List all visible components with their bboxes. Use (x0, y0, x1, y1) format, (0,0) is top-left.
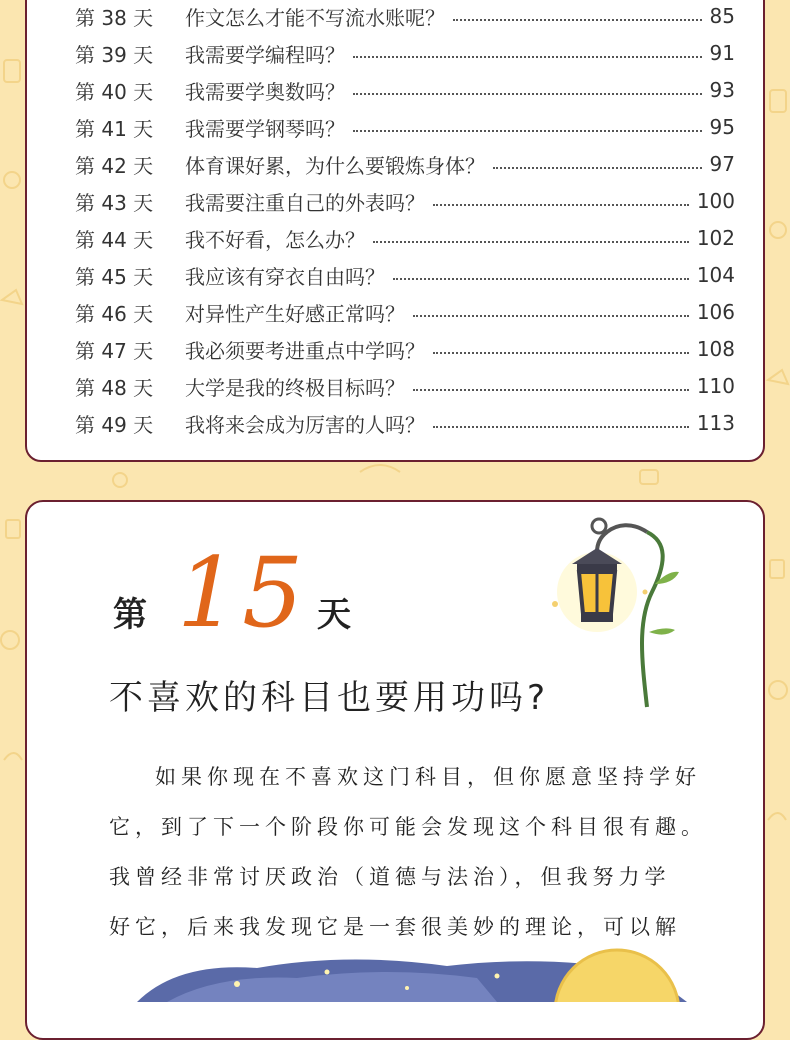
toc-leader-dots (413, 315, 689, 317)
body-paragraph-line: 它，到了下一个阶段你可能会发现这个科目很有趣。 (109, 815, 707, 839)
body-paragraph-line: 如果你现在不喜欢这门科目，但你愿意坚持学好 (155, 765, 701, 789)
toc-leader-dots (493, 167, 702, 169)
toc-leader-dots (353, 93, 702, 95)
toc-page-number: 110 (696, 374, 735, 398)
toc-entry[interactable] (75, 112, 735, 142)
toc-day: 第 38 天 (75, 5, 154, 30)
hanging-lantern-icon (537, 512, 687, 712)
toc-day: 第 47 天 (75, 338, 154, 363)
toc-entry[interactable] (75, 297, 735, 327)
toc-day: 第 46 天 (75, 301, 154, 326)
toc-entry[interactable] (75, 260, 735, 290)
toc-page-number: 97 (709, 152, 735, 176)
table-of-contents-card (25, 0, 765, 462)
toc-entry[interactable] (75, 149, 735, 179)
toc-leader-dots (393, 278, 689, 280)
chapter-number: 15 (177, 537, 308, 649)
toc-entry[interactable] (75, 334, 735, 364)
toc-entry[interactable] (75, 371, 735, 401)
toc-leader-dots (433, 352, 689, 354)
toc-day: 第 39 天 (75, 42, 154, 67)
toc-leader-dots (453, 19, 702, 21)
toc-page-number: 106 (696, 300, 735, 324)
toc-leader-dots (433, 204, 689, 206)
toc-title: 我需要学奥数吗？ (185, 79, 345, 104)
toc-title: 我将来会成为厉害的人吗？ (185, 412, 425, 437)
chapter-card (25, 500, 765, 1040)
toc-leader-dots (433, 426, 689, 428)
toc-entry[interactable] (75, 38, 735, 68)
toc-page-number: 113 (696, 411, 735, 435)
toc-day: 第 44 天 (75, 227, 154, 252)
toc-page-number: 91 (709, 41, 735, 65)
toc-entry[interactable] (75, 186, 735, 216)
toc-title: 作文怎么才能不写流水账呢？ (185, 5, 445, 30)
toc-title: 我不好看，怎么办？ (185, 227, 365, 252)
toc-day: 第 41 天 (75, 116, 154, 141)
toc-page-number: 95 (709, 115, 735, 139)
toc-page-number: 100 (696, 189, 735, 213)
toc-title: 我需要学钢琴吗？ (185, 116, 345, 141)
toc-entry[interactable] (75, 223, 735, 253)
toc-title: 我必须要考进重点中学吗？ (185, 338, 425, 363)
toc-page-number: 85 (709, 4, 735, 28)
toc-title: 体育课好累，为什么要锻炼身体？ (185, 153, 485, 178)
toc-page-number: 93 (709, 78, 735, 102)
toc-day: 第 49 天 (75, 412, 154, 437)
toc-leader-dots (353, 130, 702, 132)
night-sky-moon-icon (27, 942, 765, 1002)
toc-entry[interactable] (75, 408, 735, 438)
body-paragraph-line: 好它，后来我发现它是一套很美妙的理论，可以解 (109, 915, 681, 939)
toc-leader-dots (353, 56, 702, 58)
toc-page-number: 104 (696, 263, 735, 287)
toc-leader-dots (413, 389, 689, 391)
body-paragraph-line: 我曾经非常讨厌政治（道德与法治），但我努力学 (109, 865, 671, 889)
toc-entry[interactable] (75, 1, 735, 31)
toc-day: 第 42 天 (75, 153, 154, 178)
toc-title: 我需要注重自己的外表吗？ (185, 190, 425, 215)
toc-page-number: 102 (696, 226, 735, 250)
toc-day: 第 45 天 (75, 264, 154, 289)
toc-leader-dots (373, 241, 689, 243)
chapter-body (109, 752, 709, 952)
chapter-prefix: 第 (113, 595, 147, 635)
toc-title: 我需要学编程吗？ (185, 42, 345, 67)
toc-page-number: 108 (696, 337, 735, 361)
toc-day: 第 48 天 (75, 375, 154, 400)
toc-title: 大学是我的终极目标吗？ (185, 375, 405, 400)
toc-title: 对异性产生好感正常吗？ (185, 301, 405, 326)
toc-day: 第 40 天 (75, 79, 154, 104)
chapter-title: 不喜欢的科目也要用功吗? (109, 678, 550, 718)
toc-entry[interactable] (75, 75, 735, 105)
toc-day: 第 43 天 (75, 190, 154, 215)
chapter-suffix: 天 (317, 595, 351, 635)
toc-title: 我应该有穿衣自由吗？ (185, 264, 385, 289)
